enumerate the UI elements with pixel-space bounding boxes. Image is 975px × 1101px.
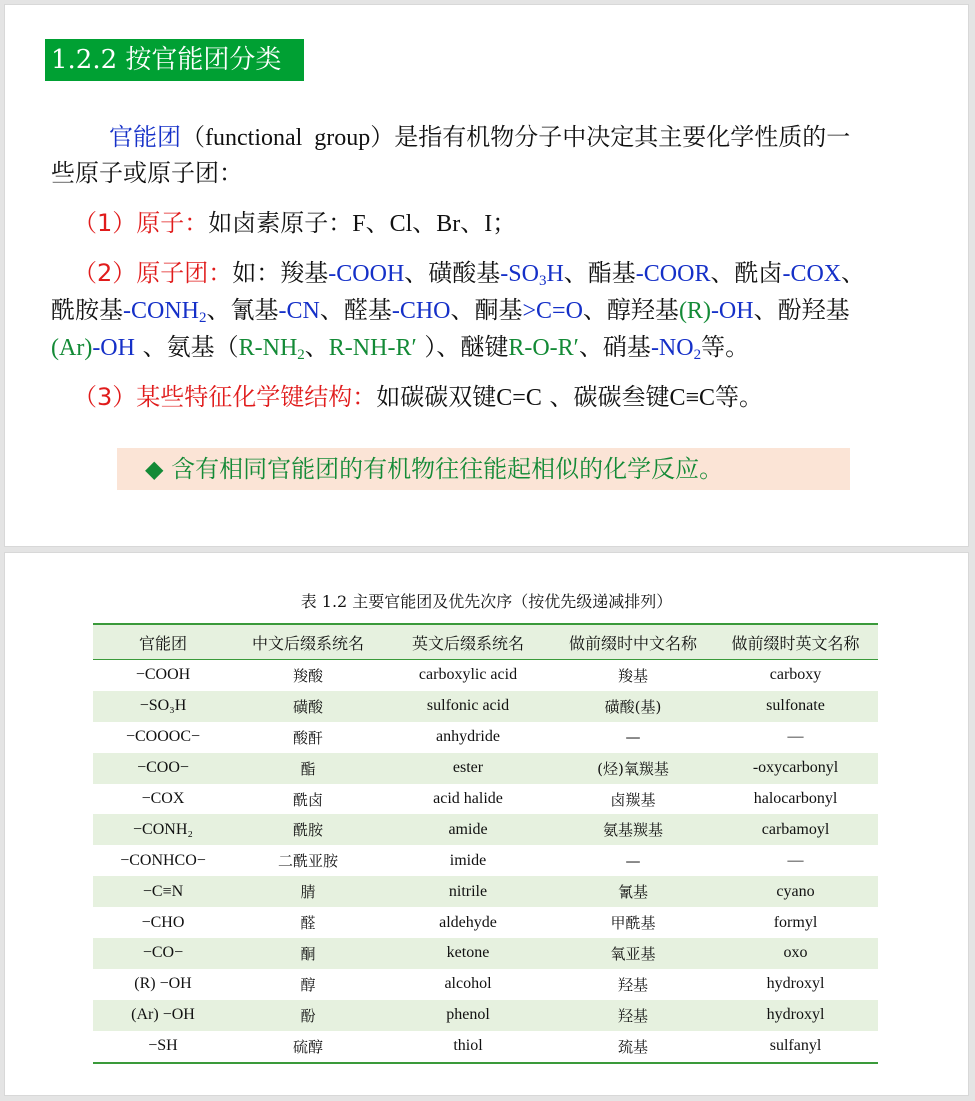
table-row	[93, 722, 878, 753]
intro-line-2: 些原子或原子团：	[51, 159, 243, 187]
cell-group: (Ar) −OH	[93, 1000, 233, 1031]
cell-en-prefix: cyano	[713, 876, 878, 907]
cell-cn-suffix: 酰胺	[233, 814, 383, 845]
cell-cn-suffix: 醛	[300, 914, 316, 933]
item3-label: （3）某些特征化学键结构：	[73, 383, 377, 411]
cell-cn-suffix: 酮	[233, 938, 383, 969]
term-functional-group: 官能团	[109, 123, 181, 151]
cell-cn-prefix: 羟基	[617, 975, 648, 994]
cell-en-prefix: oxo	[713, 938, 878, 969]
cell-en-suffix: aldehyde	[439, 913, 497, 931]
table-row	[93, 845, 878, 876]
table-row	[93, 938, 878, 969]
cell-group: −SO₃H	[93, 691, 233, 722]
table-row	[93, 876, 878, 907]
cell-en-suffix: carboxylic acid	[418, 666, 518, 684]
cell-en-prefix: hydroxyl	[713, 1000, 878, 1031]
cell-cn-prefix: 羧基	[617, 666, 648, 685]
cell-en-prefix: halocarbonyl	[753, 790, 838, 807]
cell-group: −C≡N	[93, 876, 233, 907]
cell-cn-prefix: 氰基	[553, 876, 713, 907]
term-english: functional group	[205, 125, 371, 151]
cell-group: (R) −OH	[134, 975, 192, 993]
cell-en-prefix: sulfanyl	[713, 1031, 878, 1063]
cell-group: −SH	[93, 1031, 233, 1063]
cell-cn-suffix: 羧酸	[292, 666, 323, 685]
header-en-suffix: 英文后缀系统名	[383, 624, 553, 660]
cell-en-prefix: —	[787, 728, 804, 746]
cell-en-suffix: amide	[383, 814, 553, 845]
section-title: 1.2.2 按官能团分类	[45, 39, 304, 81]
cell-group: −COX	[141, 790, 185, 807]
table-row	[93, 907, 878, 938]
cell-cn-suffix: 酰卤	[292, 790, 323, 809]
cell-en-prefix: carboxy	[769, 666, 822, 684]
cell-en-suffix: acid halide	[433, 790, 503, 807]
cell-en-suffix: alcohol	[444, 975, 492, 993]
item1-label: （1）原子：	[73, 209, 209, 237]
cell-group: −COOOC−	[125, 728, 201, 746]
cell-cn-prefix: —	[625, 728, 641, 747]
cell-en-prefix: -oxycarbonyl	[713, 753, 878, 784]
cell-cn-suffix: 醇	[300, 975, 316, 994]
table-row	[93, 753, 878, 784]
table-header-row	[93, 624, 878, 660]
cell-cn-prefix: 氧亚基	[553, 938, 713, 969]
cell-en-suffix: thiol	[383, 1031, 553, 1063]
table-caption: 表 1.2 主要官能团及优先次序（按优先级递减排列）	[300, 592, 673, 611]
cell-cn-suffix: 硫醇	[233, 1031, 383, 1063]
cell-en-suffix: anhydride	[436, 728, 500, 746]
cell-en-suffix: phenol	[383, 1000, 553, 1031]
cell-cn-prefix: 巯基	[553, 1031, 713, 1063]
functional-group-table	[93, 623, 878, 1064]
item-groups-line-1: （2）原子团：如：羧基-COOH、磺酸基$-SO_3H$、酯基-COOR、酰卤-COX、	[73, 259, 866, 289]
cell-en-suffix: ester	[383, 753, 553, 784]
header-cn-prefix: 做前缀时中文名称	[553, 624, 713, 660]
header-group: 官能团	[93, 624, 233, 660]
cell-en-prefix: sulfonate	[713, 691, 878, 722]
table-row	[93, 691, 878, 722]
cell-cn-prefix: 氨基羰基	[553, 814, 713, 845]
cell-group: −COO−	[93, 753, 233, 784]
cell-group: −CO−	[93, 938, 233, 969]
cell-cn-suffix: 酸酐	[292, 728, 323, 747]
cell-cn-prefix: (烃)氧羰基	[553, 753, 713, 784]
highlight-note: ◆ 含有相同官能团的有机物往往能起相似的化学反应。	[117, 448, 850, 490]
cell-cn-prefix: 甲酰基	[610, 914, 656, 933]
cell-cn-prefix: 磺酸(基)	[553, 691, 713, 722]
cell-en-suffix: nitrile	[383, 876, 553, 907]
item-bonds: （3）某些特征化学键结构：如碳碳双键C=C 、碳碳叁键C≡C等。	[73, 383, 764, 411]
intro-line-1: 官能团（functional group）是指有机物分子中决定其主要化学性质的一	[109, 123, 851, 151]
cell-cn-suffix: 腈	[233, 876, 383, 907]
cell-cn-suffix: 磺酸	[233, 691, 383, 722]
cell-cn-suffix: 酯	[233, 753, 383, 784]
cell-group: −COOH	[135, 666, 191, 684]
table-row	[93, 969, 878, 1000]
table-row	[93, 1000, 878, 1031]
slide-priority-table	[4, 552, 969, 1096]
cell-en-suffix: ketone	[383, 938, 553, 969]
cell-group: −CONHCO−	[120, 851, 206, 869]
slide-functional-groups	[4, 4, 969, 547]
table-row	[93, 1031, 878, 1063]
cell-group: −CHO	[141, 913, 185, 931]
cell-en-suffix: sulfonic acid	[383, 691, 553, 722]
cell-en-prefix: formyl	[773, 913, 818, 931]
table-row	[93, 660, 878, 691]
table-row	[93, 784, 878, 815]
header-cn-suffix: 中文后缀系统名	[233, 624, 383, 660]
cell-en-prefix: carbamoyl	[713, 814, 878, 845]
cell-cn-prefix: —	[625, 851, 641, 870]
cell-cn-suffix: 二酰亚胺	[277, 852, 338, 871]
cell-group: −CONH₂	[93, 814, 233, 845]
cell-en-prefix: hydroxyl	[766, 975, 825, 993]
item2-label: （2）原子团：	[73, 259, 233, 287]
item-atoms: （1）原子：如卤素原子：F、Cl、Br、I；	[73, 209, 517, 237]
header-en-prefix: 做前缀时英文名称	[713, 624, 878, 660]
cell-en-prefix: —	[787, 851, 804, 869]
table-row	[93, 814, 878, 845]
cell-cn-prefix: 卤羰基	[610, 790, 656, 809]
item-groups-line-3: (Ar)-OH 、氨基（$R-NH_2$、R-NH-R′ ）、醚键R-O-R′、硝基$-NO_2$等。	[51, 333, 750, 363]
cell-cn-prefix: 羟基	[553, 1000, 713, 1031]
item-groups-line-2: 酰胺基$-CONH_2$、氰基-CN、醛基-CHO、酮基>C=O、醇羟基(R)-OH、酚羟基	[51, 296, 850, 326]
cell-cn-suffix: 酚	[233, 1000, 383, 1031]
cell-en-suffix: imide	[449, 851, 487, 869]
